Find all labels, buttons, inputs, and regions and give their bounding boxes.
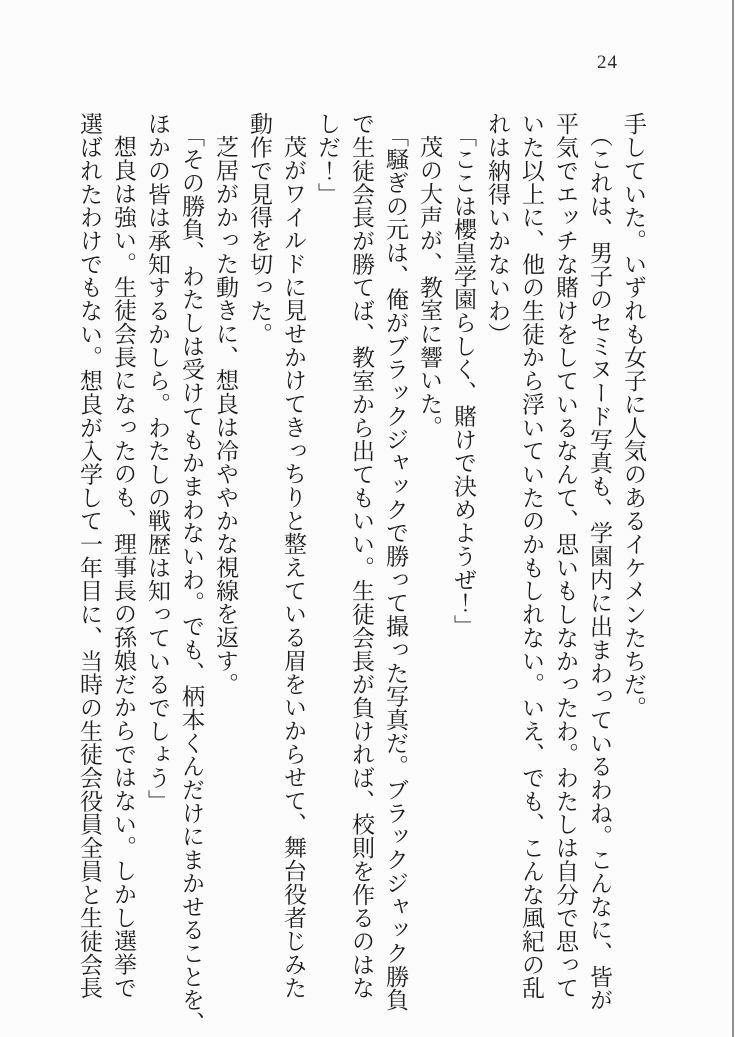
text-line: 「その勝負、わたしは受けてもかまわないわ。でも、柄本くんだけにまかせることを、: [179, 124, 204, 1035]
text-line: 茂がワイルドに見せかけてきっちりと整えている眉をいからせて、舞台役者じみた: [281, 135, 306, 999]
text-line: ほかの皆は承知するかしら。わたしの戦歴は知っているでしょう」: [145, 112, 170, 813]
text-line: 想良は強い。生徒会長になったのも、理事長の孫娘だからではない。しかし選挙で: [111, 135, 136, 999]
text-line: れは納得いかないわ）: [485, 112, 510, 346]
text-line: いた以上に、他の生徒から浮いていたのかもしれない。いえ、でも、こんな風紀の乱: [519, 112, 544, 1000]
text-line: 手していた。いずれも女子に人気のあるイケメンたちだ。: [621, 112, 646, 720]
text-line: 平気でエッチな賭けをしているなんて、思いもしなかったわ。わたしは自分で思って: [553, 112, 578, 1000]
text-line: 動作で見得を切った。: [247, 112, 272, 346]
page-edge-line: [732, 0, 734, 1037]
text-line: しだ！」: [315, 112, 340, 206]
text-line: 「騒ぎの元は、俺がブラックジャックで勝って撮った写真だ。ブラックジャック勝負: [383, 124, 408, 1012]
text-line: 「ここは櫻皇学園らしく、賭けで決めようぜ！」: [451, 124, 476, 638]
text-line: （これは、男子のセミヌード写真も、学園内に出まわっているわね。こんなに、皆が: [587, 124, 612, 1012]
text-line: 芝居がかった動きに、想良は冷ややかな視線を返す。: [213, 135, 238, 696]
text-line: 選ばれたわけでもない。想良が入学して一年目に、当時の生徒会役員全員と生徒会長: [77, 112, 102, 1000]
text-block: [72, 112, 650, 1035]
text-line: 茂の大声が、教室に響いた。: [417, 135, 442, 439]
text-line: で生徒会長が勝てば、教室から出てもいい。生徒会長が負ければ、校則を作るのはな: [349, 112, 374, 1000]
page-number: 24: [597, 52, 618, 73]
